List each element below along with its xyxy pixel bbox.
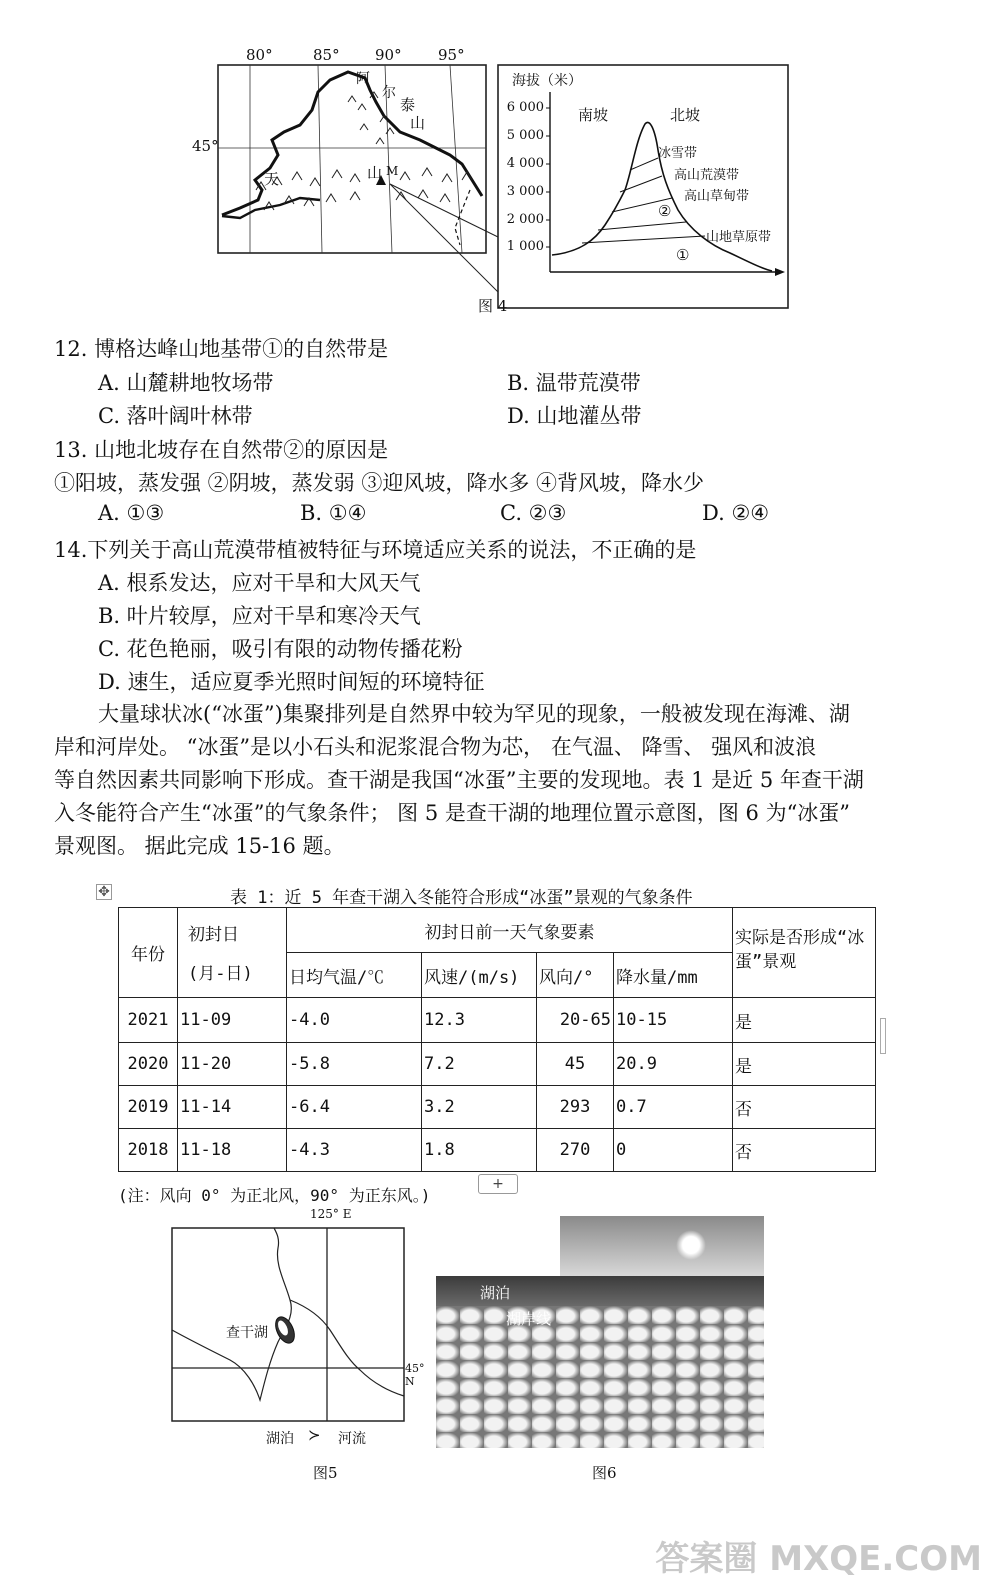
cell-dir: 20-65 — [537, 998, 614, 1043]
table-row — [119, 1043, 876, 1086]
header-dir: 风向/° — [537, 953, 614, 998]
header-rain: 降水量/mm — [614, 953, 733, 998]
south-slope-label: 南坡 — [578, 106, 609, 124]
header-temp: 日均气温/℃ — [287, 953, 422, 998]
header-date-label: 初封日 — [188, 925, 239, 945]
q13-option-a: A. ①③ — [98, 501, 165, 525]
fig5-lat-label: 45° N — [405, 1362, 425, 1388]
figure-6-caption: 图6 — [592, 1464, 617, 1482]
header-wind: 风速/(m/s) — [422, 953, 537, 998]
q12-option-b: B. 温带荒漠带 — [507, 371, 641, 395]
cell-wind: 7.2 — [422, 1043, 537, 1086]
cell-temp: -4.0 — [287, 998, 422, 1043]
intro-paragraph — [54, 698, 944, 863]
fig6-label-shore: 湖岸线 — [506, 1310, 552, 1328]
cell-dir: 293 — [537, 1086, 614, 1129]
cell-year: 2019 — [119, 1086, 178, 1129]
fig6-label-lake: 湖泊 — [480, 1284, 511, 1302]
place-label: 山 — [367, 164, 383, 182]
table-row — [119, 998, 876, 1043]
cell-temp: -6.4 — [287, 1086, 422, 1129]
cell-rain: 10-15 — [614, 998, 733, 1043]
q14-option-b: B. 叶片较厚，应对干旱和寒冷天气 — [98, 604, 421, 628]
q14-option-a: A. 根系发达，应对干旱和大风天气 — [98, 571, 421, 595]
figure-5-map — [150, 1210, 410, 1455]
header-result: 实际是否形成“冰蛋”景观 — [733, 908, 876, 998]
lon-label-80: 80° — [246, 46, 273, 64]
q12-option-a: A. 山麓耕地牧场带 — [98, 371, 274, 395]
table-row — [119, 1086, 876, 1129]
zone-marker-2: ② — [658, 202, 672, 220]
place-label: 山 — [410, 114, 426, 132]
header-year: 年份 — [119, 908, 178, 998]
zone-label: 冰雪带 — [658, 146, 698, 161]
intro-line: 岸和河岸处。 “冰蛋”是以小石头和泥浆混合物为芯， 在气温、 降雪、 强风和波浪 — [54, 735, 817, 759]
cell-result: 是 — [733, 1043, 876, 1086]
table-1-title: 表 1：近 5 年查干湖入冬能符合形成“冰蛋”景观的气象条件 — [230, 888, 693, 908]
table-resize-handle[interactable] — [880, 1018, 886, 1054]
table-1-note: (注：风向 0° 为正北风，90° 为正东风。) — [118, 1186, 431, 1205]
zone-label: 高山荒漠带 — [674, 168, 740, 183]
header-group: 初封日前一天气象要素 — [287, 908, 733, 953]
q14-option-d: D. 速生，适应夏季光照时间短的环境特征 — [98, 670, 485, 694]
cell-year: 2021 — [119, 998, 178, 1043]
y-tick: 4 000 — [506, 156, 544, 171]
lon-label-90: 90° — [375, 46, 402, 64]
intro-line: 大量球状冰(“冰蛋”)集聚排列是自然界中较为罕见的现象，一般被发现在海滩、湖 — [98, 702, 850, 726]
cell-result: 是 — [733, 998, 876, 1043]
intro-line: 等自然因素共同影响下形成。查干湖是我国“冰蛋”主要的发现地。表 1 是近 5 年查干湖 — [54, 768, 864, 792]
cell-wind: 3.2 — [422, 1086, 537, 1129]
sun-icon — [676, 1230, 706, 1260]
fig5-lake-label: 查干湖 — [226, 1325, 268, 1341]
q13-stem: 13. 山地北坡存在自然带②的原因是 — [54, 438, 389, 462]
q12-stem: 12. 博格达峰山地基带①的自然带是 — [54, 337, 389, 361]
header-date — [178, 908, 287, 998]
cell-result: 否 — [733, 1129, 876, 1172]
cell-date: 11-09 — [178, 998, 287, 1043]
q13-option-b: B. ①④ — [300, 501, 367, 525]
fig5-legend-lake: 湖泊 — [266, 1431, 294, 1447]
cell-dir: 270 — [537, 1129, 614, 1172]
lon-label-95: 95° — [438, 46, 465, 64]
zone-label: 高山草甸带 — [684, 189, 750, 204]
figure-5-caption: 图5 — [313, 1464, 338, 1482]
q12-option-d: D. 山地灌丛带 — [507, 404, 642, 428]
y-tick: 1 000 — [506, 239, 544, 254]
profile-ylabel: 海拔（米） — [512, 73, 582, 89]
intro-line: 入冬能符合产生“冰蛋”的气象条件； 图 5 是查干湖的地理位置示意图，图 6 为“冰蛋” — [54, 801, 851, 825]
cell-temp: -4.3 — [287, 1129, 422, 1172]
watermark-text: 答案圈 MXQE.COM — [655, 1539, 982, 1579]
cell-dir: 45 — [537, 1043, 614, 1086]
figure-4 — [192, 40, 790, 320]
cell-wind: 1.8 — [422, 1129, 537, 1172]
sky — [560, 1216, 764, 1276]
cell-rain: 0.7 — [614, 1086, 733, 1129]
fig5-legend-river: 河流 — [338, 1431, 366, 1447]
lat-label-45: 45° — [192, 137, 219, 155]
q12-option-c: C. 落叶阔叶林带 — [98, 404, 253, 428]
place-label: 阿 — [356, 71, 370, 87]
cell-result: 否 — [733, 1086, 876, 1129]
figure-5 — [150, 1207, 425, 1490]
figure-4-caption: 图 4 — [478, 297, 508, 315]
cell-date: 11-20 — [178, 1043, 287, 1086]
cell-year: 2020 — [119, 1043, 178, 1086]
cell-date: 11-18 — [178, 1129, 287, 1172]
fig5-lon-label: 125° E — [310, 1207, 352, 1221]
q13-option-c: C. ②③ — [500, 501, 567, 525]
north-slope-label: 北坡 — [670, 106, 701, 124]
move-handle-icon[interactable]: ✥ — [96, 884, 112, 900]
river-legend-icon: ≻ — [308, 1426, 321, 1444]
cell-year: 2018 — [119, 1129, 178, 1172]
place-label: 尔 — [382, 85, 396, 101]
ice-eggs — [436, 1306, 764, 1448]
add-row-icon[interactable]: + — [478, 1174, 518, 1194]
place-label: 天 — [264, 170, 280, 188]
header-date-unit: (月-日) — [188, 964, 253, 984]
figure-6-photo — [436, 1216, 764, 1448]
cell-rain: 0 — [614, 1129, 733, 1172]
cell-temp: -5.8 — [287, 1043, 422, 1086]
table-1 — [118, 907, 876, 1172]
q14-option-c: C. 花色艳丽，吸引有限的动物传播花粉 — [98, 637, 463, 661]
lon-label-85: 85° — [313, 46, 340, 64]
y-tick: 5 000 — [506, 128, 544, 143]
map-frame — [218, 65, 486, 253]
q13-option-d: D. ②④ — [702, 501, 770, 525]
zone-label: 山地草原带 — [706, 230, 772, 245]
y-tick: 6 000 — [506, 100, 544, 115]
cell-date: 11-14 — [178, 1086, 287, 1129]
cell-wind: 12.3 — [422, 998, 537, 1043]
peak-label: M — [386, 164, 399, 178]
place-label: 泰 — [400, 96, 416, 114]
table-row — [119, 1129, 876, 1172]
y-tick: 2 000 — [506, 212, 544, 227]
intro-line: 景观图。 据此完成 15-16 题。 — [54, 834, 345, 858]
y-tick: 3 000 — [506, 184, 544, 199]
cell-rain: 20.9 — [614, 1043, 733, 1086]
zone-marker-1: ① — [676, 246, 690, 264]
q13-statements: ①阳坡，蒸发强 ②阴坡，蒸发弱 ③迎风坡，降水多 ④背风坡，降水少 — [54, 471, 705, 495]
watermark — [655, 1531, 982, 1580]
q14-stem: 14.下列关于高山荒漠带植被特征与环境适应关系的说法，不正确的是 — [54, 538, 697, 562]
